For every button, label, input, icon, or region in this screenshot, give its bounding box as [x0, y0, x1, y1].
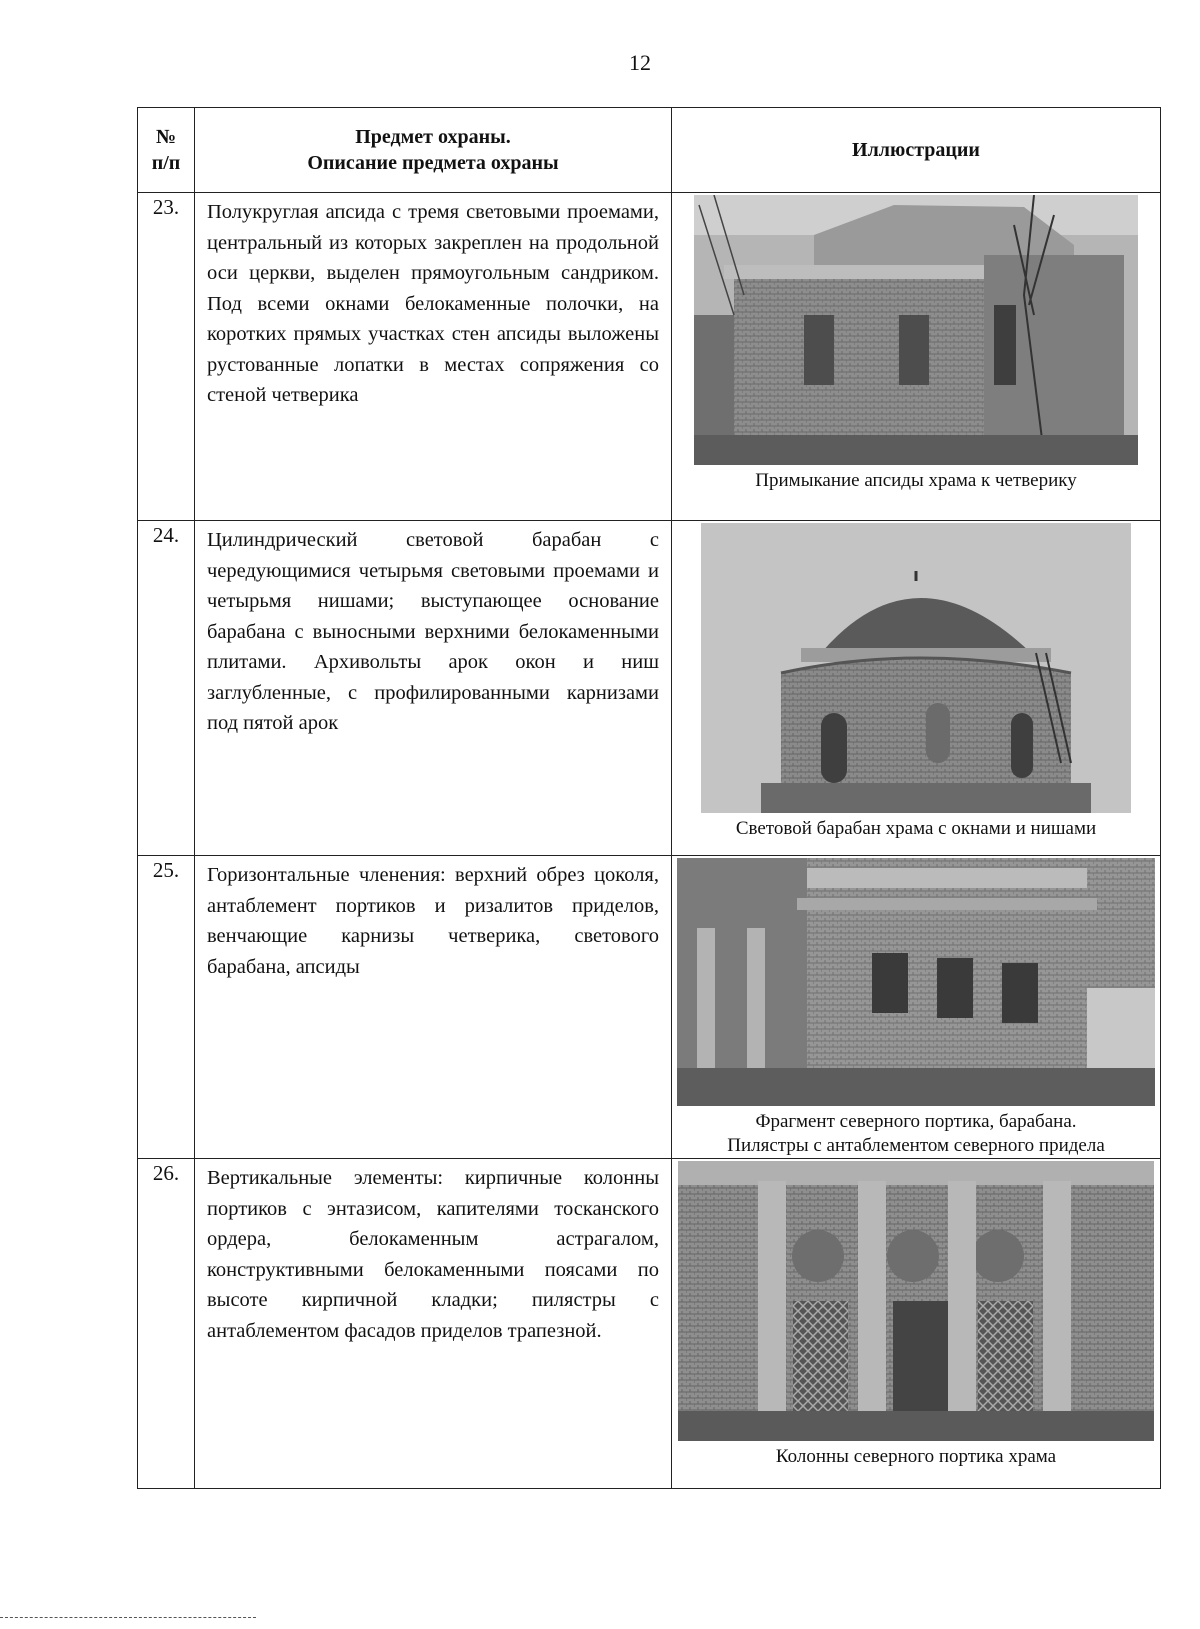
row-description: Вертикальные элементы: кирпичные колонны портиков с энтазисом, капителями тосканского ордера, белокаменным астрагалом, конструктивными белокаменными поясами по высоте кирпичной кладки; пилястры с антаблементом фасадов приделов трапезной. [195, 1159, 672, 1489]
row-number: 23. [138, 193, 195, 521]
row-illustration [672, 1159, 1161, 1489]
row-number: 25. [138, 856, 195, 1159]
illustration-caption: Примыкание апсиды храма к четверику [755, 470, 1077, 491]
protection-table [137, 107, 1161, 1489]
row-description: Цилиндрический световой барабан с чередующимися четырьмя световыми проемами и четырьмя нишами; выступающее основание барабана с выносными верхними белокаменными плитами. Архивольты арок окон и ниш заглубленные, с профилированными карнизами под пятой арок [195, 521, 672, 856]
illustration-caption: Пилястры с антаблементом северного придела [727, 1135, 1105, 1156]
header-number: № п/п [138, 108, 195, 193]
row-description: Горизонтальные членения: верхний обрез цоколя, антаблемент портиков и ризалитов приделов, венчающие карнизы четверика, светового барабана, апсиды [195, 856, 672, 1159]
apse-photo [694, 195, 1138, 465]
row-illustration [672, 193, 1161, 521]
footer-rule [0, 1617, 256, 1618]
row-number: 26. [138, 1159, 195, 1489]
illustration-caption: Колонны северного портика храма [775, 1446, 1057, 1467]
drum-photo [701, 523, 1131, 813]
page-number: 12 [629, 50, 651, 75]
row-illustration [672, 856, 1161, 1159]
illustration-caption: Фрагмент северного портика, барабана. [755, 1111, 1077, 1132]
header-description: Предмет охраны. Описание предмета охраны [195, 108, 672, 193]
portico-photo [677, 858, 1155, 1106]
table-row [138, 193, 1161, 521]
row-number: 24. [138, 521, 195, 856]
row-illustration [672, 521, 1161, 856]
illustration-caption: Световой барабан храма с окнами и нишами [735, 818, 1097, 839]
header-illustrations: Иллюстрации [672, 108, 1161, 193]
table-row [138, 521, 1161, 856]
table-row [138, 856, 1161, 1159]
row-description: Полукруглая апсида с тремя световыми проемами, центральный из которых закреплен на продольной оси церкви, выделен прямоугольным сандриком. Под всеми окнами белокаменные полочки, на коротких прямых участках стен апсиды выложены рустованные лопатки в местах сопряжения со стеной четверика [195, 193, 672, 521]
columns-photo [678, 1161, 1154, 1441]
table-row [138, 1159, 1161, 1489]
